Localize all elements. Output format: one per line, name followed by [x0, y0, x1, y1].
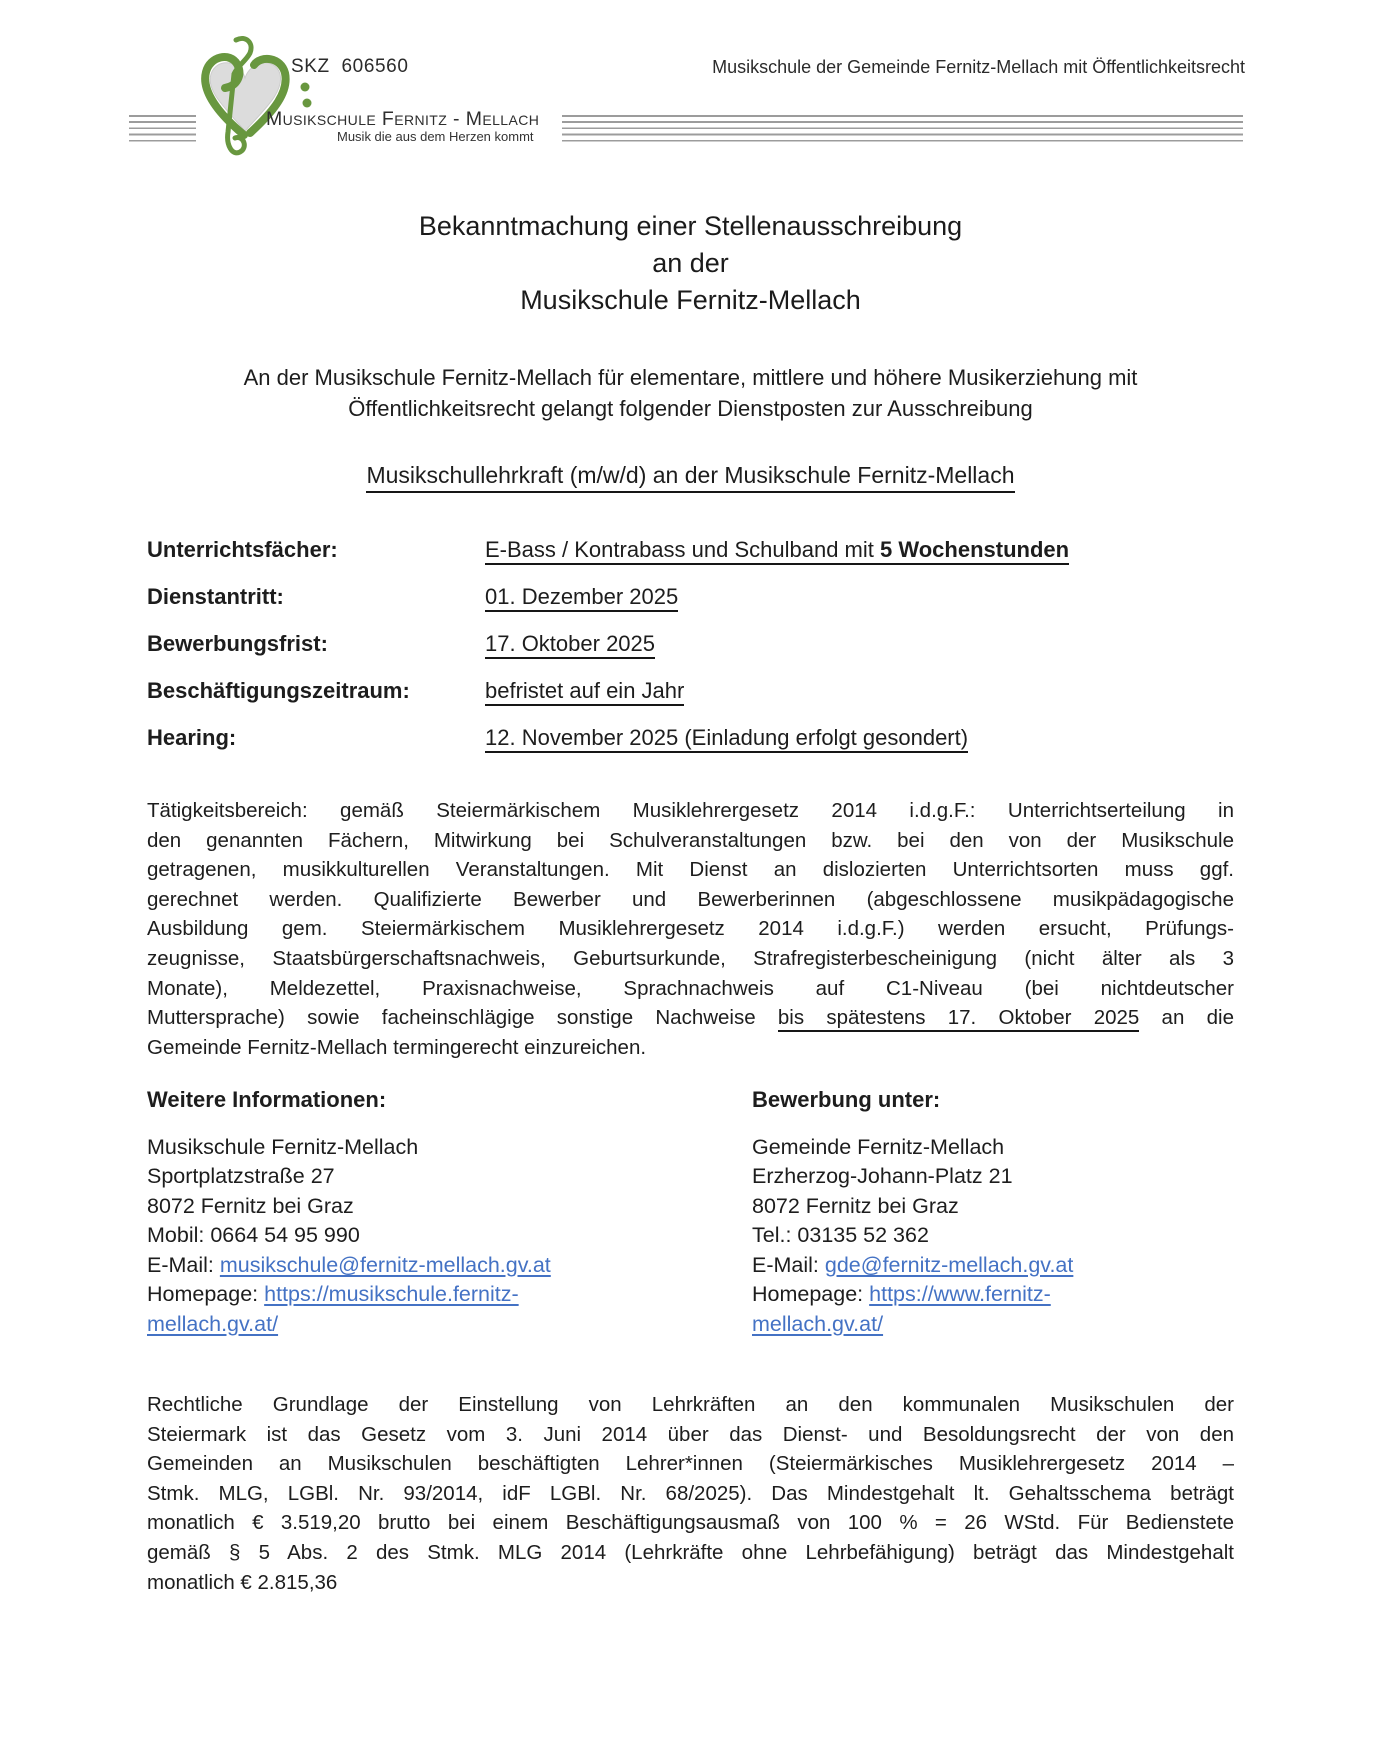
line-text: Muttersprache) sowie facheinschlägige sonstige Nachweise — [147, 1006, 778, 1030]
contact-homepage-line — [752, 1280, 1234, 1310]
application-column — [752, 1085, 1234, 1339]
position-heading-text: Musikschullehrkraft (m/w/d) an der Musikschule Fernitz-Mellach — [366, 462, 1014, 493]
document-title — [147, 208, 1234, 319]
contact-line: Erzherzog-Johann-Platz 21 — [752, 1164, 1013, 1188]
paragraph-line: Rechtliche Grundlage der Einstellung von Lehrkräften an den kommunalen Musikschulen der — [147, 1393, 1234, 1416]
email-link[interactable]: gde@fernitz-mellach.gv.at — [824, 1252, 1074, 1277]
clef-heart-logo-icon — [193, 34, 318, 174]
paragraph-line-with-deadline — [147, 1003, 1234, 1033]
email-label: E-Mail: — [752, 1252, 825, 1277]
contact-line: 8072 Fernitz bei Graz — [752, 1193, 959, 1218]
detail-row — [147, 537, 1234, 584]
contact-line: Musikschule Fernitz-Mellach — [147, 1134, 419, 1159]
detail-value-text: 12. November 2025 (Einladung erfolgt gesondert) — [485, 725, 969, 750]
detail-label: Beschäftigungszeitraum: — [147, 678, 410, 703]
contact-homepage-line — [752, 1310, 1234, 1340]
homepage-label: Homepage: — [752, 1282, 870, 1306]
paragraph-line: Ausbildung gem. Steiermärkischem Musiklehrergesetz 2014 i.d.g.F.) werden ersucht, Prüfungs- — [147, 917, 1234, 941]
detail-value — [485, 537, 1069, 563]
legal-paragraph — [147, 1390, 1234, 1597]
detail-label: Unterrichtsfächer: — [147, 537, 338, 562]
school-tagline: Musik die aus dem Herzen kommt — [337, 129, 534, 144]
paragraph-line: Gemeinden an Musikschulen beschäftigten Lehrer*innen (Steiermärkisches Musiklehrergesetz 2014 – — [147, 1452, 1234, 1476]
position-heading — [147, 462, 1234, 489]
title-line: an der — [652, 248, 729, 278]
contact-line: Sportplatzstraße 27 — [147, 1164, 335, 1188]
contact-line: 8072 Fernitz bei Graz — [147, 1193, 354, 1218]
detail-row — [147, 725, 1234, 772]
paragraph-line: Monate), Meldezettel, Praxisnachweise, Sprachnachweis auf C1-Niveau (bei nichtdeutscher — [147, 976, 1234, 1000]
homepage-link[interactable]: mellach.gv.at/ — [752, 1311, 884, 1336]
letterhead — [0, 0, 1381, 175]
paragraph-line: gerechnet werden. Qualifizierte Bewerber und Bewerberinnen (abgeschlossene musikpädagogische — [147, 887, 1234, 911]
intro-paragraph — [147, 362, 1234, 424]
paragraph-line: Gemeinde Fernitz-Mellach termingerecht einzureichen. — [147, 1035, 647, 1059]
contact-line: Gemeinde Fernitz-Mellach — [752, 1134, 1005, 1159]
title-line: Musikschule Fernitz-Mellach — [520, 285, 861, 315]
intro-line: Öffentlichkeitsrecht gelangt folgender Dienstposten zur Ausschreibung — [348, 396, 1033, 421]
detail-row — [147, 631, 1234, 678]
paragraph-line: Tätigkeitsbereich: gemäß Steiermärkischem Musiklehrergesetz 2014 i.d.g.F.: Unterrichtserteilung in — [147, 799, 1234, 822]
detail-value-text: E-Bass / Kontrabass und Schulband mit — [485, 537, 880, 562]
email-label: E-Mail: — [147, 1252, 220, 1277]
duties-paragraph — [147, 796, 1234, 1062]
detail-value — [485, 725, 968, 751]
paragraph-line: gemäß § 5 Abs. 2 des Stmk. MLG 2014 (Lehrkräfte ohne Lehrbefähigung) beträgt das Mindestgehalt — [147, 1540, 1234, 1564]
paragraph-line: getragenen, musikkulturellen Veranstaltungen. Mit Dienst an dislozierten Unterrichtsorten muss ggf. — [147, 858, 1234, 882]
detail-value-text: 01. Dezember 2025 — [485, 584, 679, 609]
detail-value-bold: 5 Wochenstunden — [880, 537, 1070, 562]
detail-value-text: 17. Oktober 2025 — [485, 631, 656, 656]
email-link[interactable]: musikschule@fernitz-mellach.gv.at — [219, 1252, 551, 1277]
detail-row — [147, 584, 1234, 631]
paragraph-line: zeugnisse, Staatsbürgerschaftsnachweis, Geburtsurkunde, Strafregisterbescheinigung (nicht älter als 3 — [147, 946, 1234, 970]
application-heading: Bewerbung unter: — [752, 1087, 941, 1112]
contact-email-line — [147, 1251, 752, 1281]
homepage-link[interactable]: https://www.fernitz- — [869, 1282, 1051, 1306]
homepage-label: Homepage: — [147, 1282, 265, 1306]
contact-line: Mobil: 0664 54 95 990 — [147, 1223, 360, 1247]
skz-number: SKZ 606560 — [291, 56, 409, 77]
contact-homepage-line — [147, 1280, 752, 1310]
detail-label: Hearing: — [147, 725, 237, 750]
detail-value — [485, 631, 655, 657]
deadline-underlined: bis spätestens 17. Oktober 2025 — [778, 1006, 1139, 1032]
contact-columns — [147, 1085, 1234, 1339]
detail-label: Bewerbungsfrist: — [147, 631, 328, 656]
job-details — [147, 537, 1234, 772]
paragraph-line: monatlich € 3.519,20 brutto bei einem Beschäftigungsausmaß von 100 % = 26 WStd. Für Bedienstete — [147, 1511, 1234, 1535]
paragraph-line: den genannten Fächern, Mitwirkung bei Schulveranstaltungen bzw. bei den von der Musikschule — [147, 828, 1234, 852]
info-heading: Weitere Informationen: — [147, 1087, 387, 1112]
detail-value — [485, 584, 678, 610]
contact-email-line — [752, 1251, 1234, 1281]
paragraph-line: Steiermark ist das Gesetz vom 3. Juni 2014 über das Dienst- und Besoldungsrecht der von den — [147, 1422, 1234, 1446]
staff-lines-left — [129, 115, 196, 142]
school-name: Musikschule Fernitz - Mellach — [266, 108, 540, 130]
detail-value-text: befristet auf ein Jahr — [485, 678, 685, 703]
info-column — [147, 1085, 752, 1339]
homepage-link[interactable]: https://musikschule.fernitz- — [264, 1282, 519, 1306]
paragraph-line: monatlich € 2.815,36 — [147, 1570, 338, 1594]
detail-label: Dienstantritt: — [147, 584, 284, 609]
title-line: Bekanntmachung einer Stellenausschreibung — [418, 211, 963, 241]
intro-line: An der Musikschule Fernitz-Mellach für elementare, mittlere und höhere Musikerziehung mit — [243, 365, 1138, 390]
contact-line: Tel.: 03135 52 362 — [752, 1223, 929, 1247]
contact-homepage-line — [147, 1310, 752, 1340]
detail-value — [485, 678, 684, 704]
paragraph-line: Stmk. MLG, LGBl. Nr. 93/2014, idF LGBl. Nr. 68/2025). Das Mindestgehalt lt. Gehaltsschema beträgt — [147, 1481, 1234, 1505]
homepage-link[interactable]: mellach.gv.at/ — [147, 1311, 279, 1336]
detail-row — [147, 678, 1234, 725]
line-text: an die — [1139, 1006, 1234, 1030]
header-right-text: Musikschule der Gemeinde Fernitz-Mellach mit Öffentlichkeitsrecht — [712, 57, 1245, 77]
staff-lines-right — [562, 115, 1243, 142]
